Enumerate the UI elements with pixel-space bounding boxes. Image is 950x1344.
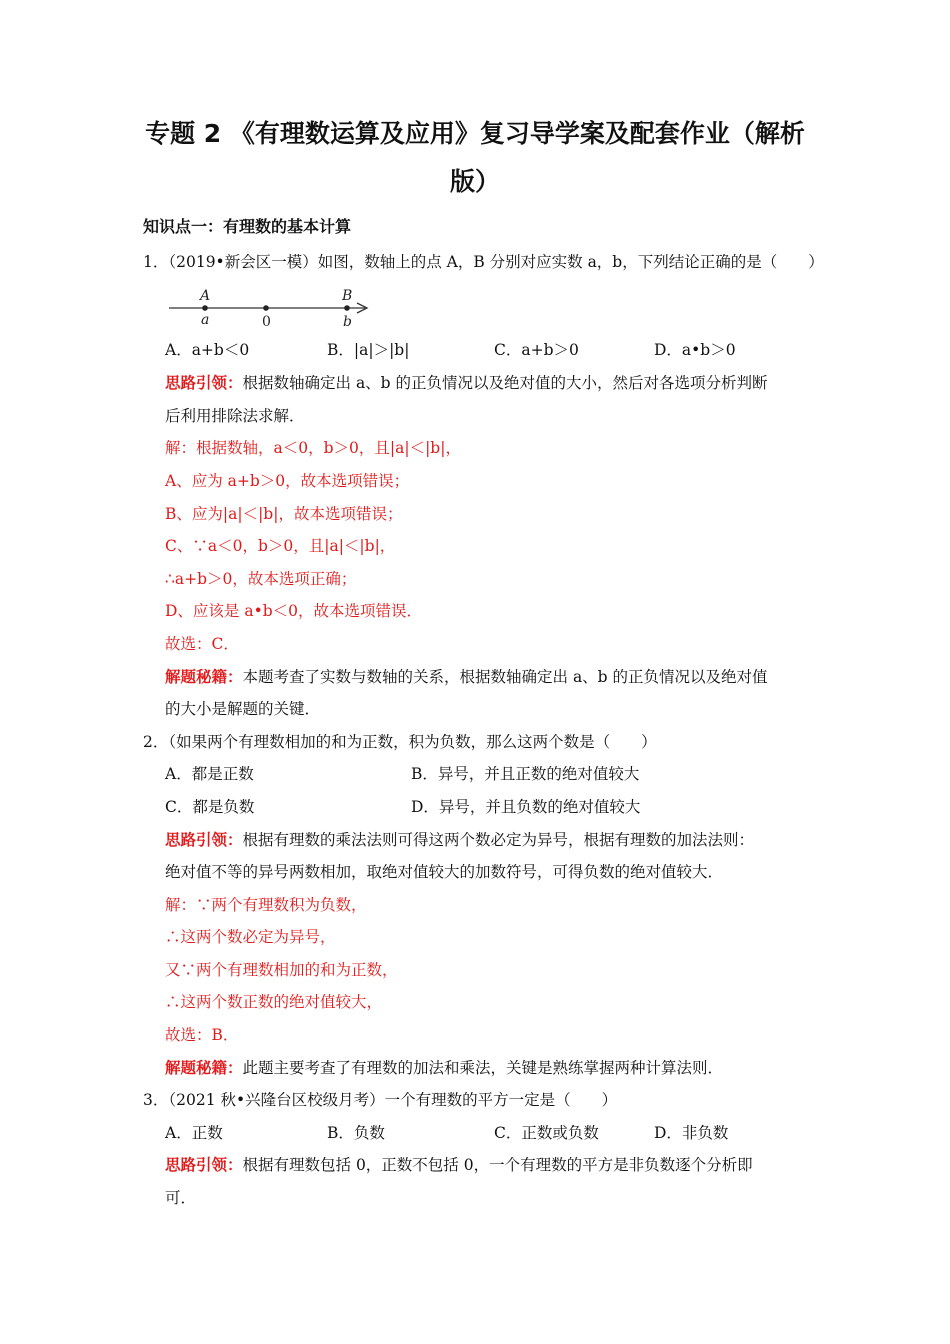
q2-option-c: C．都是负数: [165, 798, 255, 816]
question-1-stem: 1．（2019•新会区一模）如图，数轴上的点 A，B 分别对应实数 a，b，下列结论正确的是（ ）: [143, 253, 824, 271]
q1-secret: [165, 665, 768, 689]
q1-option-a: A．a+b＜0: [165, 341, 250, 359]
point-b-value: b: [343, 314, 352, 330]
origin-label: 0: [262, 314, 271, 330]
point-b-dot: [344, 305, 350, 311]
section-heading: 知识点一：有理数的基本计算: [143, 217, 352, 236]
q2-solution-line-2: ∴这两个数必定为异号，: [165, 928, 336, 946]
q3-hint: [165, 1153, 753, 1177]
q3-option-b: B．负数: [327, 1124, 385, 1142]
q2-solution-line-3: 又∵两个有理数相加的和为正数，: [165, 961, 398, 979]
q1-secret-label: 解题秘籍：: [165, 667, 243, 686]
q2-option-d: D．异号，并且负数的绝对值较大: [411, 798, 641, 816]
q3-option-d: D．非负数: [654, 1124, 729, 1142]
q2-secret: [165, 1056, 723, 1080]
q2-hint-text: 根据有理数的乘法法则可得这两个数必定为异号，根据有理数的加法法则：: [242, 831, 755, 849]
page-title-line-1: 专题 2 《有理数运算及应用》复习导学案及配套作业（解析: [145, 119, 805, 148]
page-title-line-2: 版）: [449, 167, 500, 196]
q3-hint-text: 根据有理数包括 0，正数不包括 0，一个有理数的平方是非负数逐个分析即: [242, 1156, 753, 1174]
q1-hint-continued: 后利用排除法求解．: [165, 407, 305, 425]
q2-hint-continued: 绝对值不等的异号两数相加，取绝对值较大的加数符号，可得负数的绝对值较大．: [165, 863, 724, 881]
q2-solution-line-4: ∴这两个数正数的绝对值较大，: [165, 993, 383, 1011]
q3-option-a: A．正数: [165, 1124, 223, 1142]
q1-solution-line-6: D、应该是 a•b＜0，故本选项错误．: [165, 602, 423, 620]
q1-solution-line-1: 解：根据数轴，a＜0，b＞0，且|a|＜|b|，: [165, 439, 461, 457]
q3-option-c: C．正数或负数: [494, 1124, 599, 1142]
q1-option-b: B．|a|＞|b|: [327, 341, 410, 359]
q2-secret-text: 此题主要考查了有理数的加法和乘法，关键是熟练掌握两种计算法则．: [242, 1059, 724, 1077]
q1-solution-line-3: B、应为|a|＜|b|，故本选项错误；: [165, 505, 403, 523]
question-3-stem: 3．（2021 秋•兴隆台区校级月考）一个有理数的平方一定是（ ）: [143, 1091, 618, 1109]
q1-hint-label: 思路引领：: [165, 373, 243, 392]
q2-hint-label: 思路引领：: [165, 830, 243, 849]
point-b-label: B: [342, 288, 353, 304]
q2-secret-label: 解题秘籍：: [165, 1058, 243, 1077]
q1-solution-line-5: ∴a+b＞0，故本选项正确；: [165, 570, 357, 588]
q2-hint: [165, 828, 754, 852]
q1-option-c: C．a+b＞0: [494, 341, 579, 359]
q1-answer: 故选：C．: [165, 635, 239, 653]
q2-solution-line-1: 解：∵两个有理数积为负数，: [165, 896, 367, 914]
point-a-dot: [202, 305, 208, 311]
q1-hint: [165, 371, 768, 395]
q1-secret-text: 本题考查了实数与数轴的关系，根据数轴确定出 a、b 的正负情况以及绝对值: [242, 668, 768, 686]
q1-secret-continued: 的大小是解题的关键．: [165, 700, 321, 718]
q2-option-b: B．异号，并且正数的绝对值较大: [411, 765, 640, 783]
q1-solution-line-4: C、∵a＜0，b＞0，且|a|＜|b|，: [165, 537, 396, 555]
q1-solution-line-2: A、应为 a+b＞0，故本选项错误；: [165, 472, 410, 490]
number-line-figure: [165, 284, 380, 330]
point-a-label: A: [200, 288, 211, 304]
q3-hint-label: 思路引领：: [165, 1155, 243, 1174]
q1-option-d: D．a•b＞0: [654, 341, 736, 359]
q3-hint-continued: 可．: [165, 1189, 197, 1207]
q1-hint-text: 根据数轴确定出 a、b 的正负情况以及绝对值的大小，然后对各选项分析判断: [242, 374, 768, 392]
question-2-stem: 2．（如果两个有理数相加的和为正数，积为负数，那么这两个数是（ ）: [143, 733, 657, 751]
origin-dot: [263, 305, 269, 311]
q2-answer: 故选：B．: [165, 1026, 239, 1044]
point-a-value: a: [201, 312, 210, 328]
q2-option-a: A．都是正数: [165, 765, 254, 783]
